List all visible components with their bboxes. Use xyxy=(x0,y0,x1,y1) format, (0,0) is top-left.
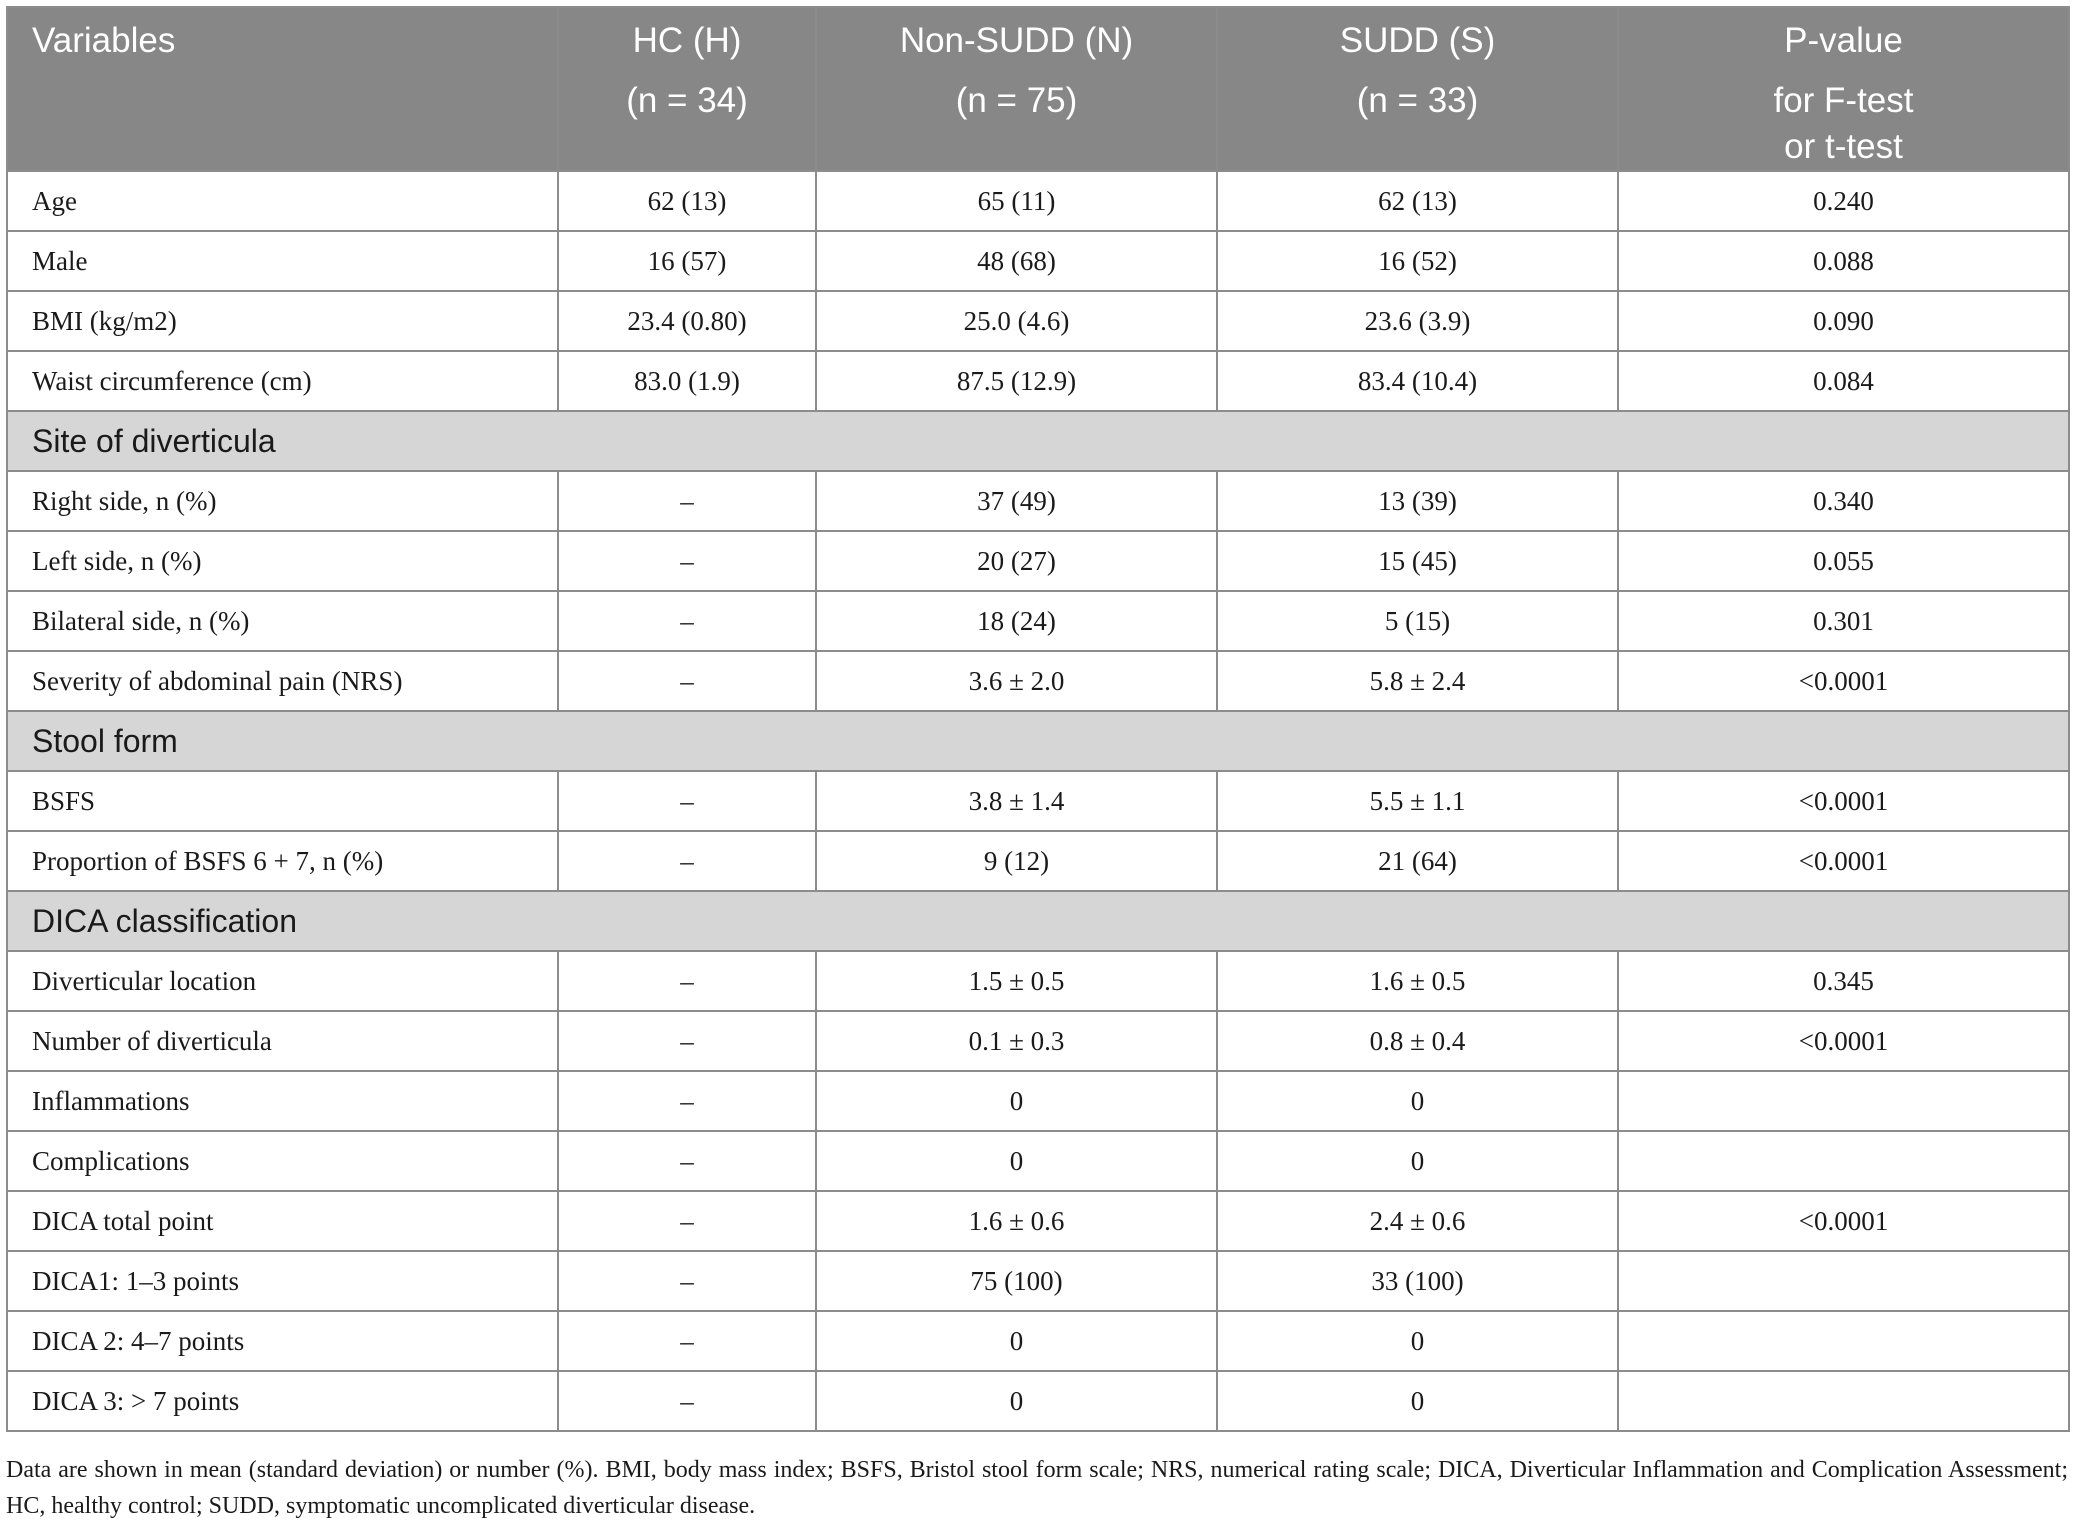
table-cell: 16 (57) xyxy=(558,231,816,291)
table-body xyxy=(7,171,2069,1431)
table-row xyxy=(7,1371,2069,1431)
table-cell: 20 (27) xyxy=(816,531,1217,591)
table-cell xyxy=(1618,1251,2069,1311)
section-label: Stool form xyxy=(7,711,2069,771)
table-cell: – xyxy=(558,1311,816,1371)
table-row xyxy=(7,831,2069,891)
table-cell: 48 (68) xyxy=(816,231,1217,291)
table-cell: 1.5 ± 0.5 xyxy=(816,951,1217,1011)
table-cell: 37 (49) xyxy=(816,471,1217,531)
table-cell: 0.084 xyxy=(1618,351,2069,411)
table-cell: 0.345 xyxy=(1618,951,2069,1011)
table-cell: 65 (11) xyxy=(816,171,1217,231)
header-line2: for F-test xyxy=(1773,81,1914,120)
table-cell: 62 (13) xyxy=(558,171,816,231)
header-line3: or t-test xyxy=(1784,127,1903,166)
table-cell: <0.0001 xyxy=(1618,1011,2069,1071)
table-row xyxy=(7,1251,2069,1311)
table-cell: 0 xyxy=(1217,1131,1618,1191)
table-cell: 87.5 (12.9) xyxy=(816,351,1217,411)
table-row xyxy=(7,1071,2069,1131)
table-cell: 3.6 ± 2.0 xyxy=(816,651,1217,711)
table-cell: 15 (45) xyxy=(1217,531,1618,591)
row-label: Left side, n (%) xyxy=(7,531,558,591)
table-cell: – xyxy=(558,1371,816,1431)
table-footnote: Data are shown in mean (standard deviation) or number (%). BMI, body mass index; BSFS, Bristol stool form scale; NRS, numerical rating scale; DICA, Diverticular Inflammation and Complication Assessment; HC, healthy control; SUDD, symptomatic uncomplicated diverticular disease. xyxy=(6,1457,2068,1519)
table-row xyxy=(7,231,2069,291)
table-cell: 9 (12) xyxy=(816,831,1217,891)
table-cell: 0.8 ± 0.4 xyxy=(1217,1011,1618,1071)
section-row xyxy=(7,411,2069,471)
row-label: Diverticular location xyxy=(7,951,558,1011)
table-cell xyxy=(1618,1371,2069,1431)
row-label: Complications xyxy=(7,1131,558,1191)
table-cell: 0 xyxy=(816,1131,1217,1191)
table-cell: 83.0 (1.9) xyxy=(558,351,816,411)
table-cell: <0.0001 xyxy=(1618,771,2069,831)
header-line1: Non-SUDD (N) xyxy=(899,21,1134,60)
table-cell: 18 (24) xyxy=(816,591,1217,651)
table-cell: – xyxy=(558,1191,816,1251)
table-cell: – xyxy=(558,1251,816,1311)
row-label: DICA 3: > 7 points xyxy=(7,1371,558,1431)
table-cell: 75 (100) xyxy=(816,1251,1217,1311)
table-cell: – xyxy=(558,771,816,831)
table-cell: 2.4 ± 0.6 xyxy=(1217,1191,1618,1251)
table-cell: – xyxy=(558,1011,816,1071)
row-label: DICA 2: 4–7 points xyxy=(7,1311,558,1371)
table-cell: – xyxy=(558,591,816,651)
row-label: Male xyxy=(7,231,558,291)
header-line1: Variables xyxy=(32,21,176,60)
header-p-value xyxy=(1618,7,2069,171)
data-table xyxy=(6,6,2070,1432)
table-cell: 0.088 xyxy=(1618,231,2069,291)
table-cell: 21 (64) xyxy=(1217,831,1618,891)
table-cell: 0.240 xyxy=(1618,171,2069,231)
table-cell: – xyxy=(558,1071,816,1131)
row-label: Waist circumference (cm) xyxy=(7,351,558,411)
table-cell: 0.301 xyxy=(1618,591,2069,651)
table-cell: – xyxy=(558,651,816,711)
section-row xyxy=(7,891,2069,951)
row-label: Bilateral side, n (%) xyxy=(7,591,558,651)
table-cell: 5 (15) xyxy=(1217,591,1618,651)
table-row xyxy=(7,771,2069,831)
table-cell: <0.0001 xyxy=(1618,651,2069,711)
header-line1: SUDD (S) xyxy=(1339,21,1496,60)
section-row xyxy=(7,711,2069,771)
row-label: Number of diverticula xyxy=(7,1011,558,1071)
table-cell: 0 xyxy=(1217,1311,1618,1371)
table-cell: 83.4 (10.4) xyxy=(1217,351,1618,411)
table-cell: 25.0 (4.6) xyxy=(816,291,1217,351)
table-row xyxy=(7,471,2069,531)
table-cell: 0.1 ± 0.3 xyxy=(816,1011,1217,1071)
table-row xyxy=(7,1011,2069,1071)
header-line1: HC (H) xyxy=(632,21,742,60)
row-label: Proportion of BSFS 6 + 7, n (%) xyxy=(7,831,558,891)
header-row xyxy=(7,7,2069,171)
header-hc xyxy=(558,7,816,171)
row-label: BMI (kg/m2) xyxy=(7,291,558,351)
table-cell: – xyxy=(558,1131,816,1191)
table-cell: 23.4 (0.80) xyxy=(558,291,816,351)
table-row xyxy=(7,531,2069,591)
table-cell xyxy=(1618,1071,2069,1131)
table-row xyxy=(7,591,2069,651)
row-label: Severity of abdominal pain (NRS) xyxy=(7,651,558,711)
table-cell: – xyxy=(558,831,816,891)
table-cell: 1.6 ± 0.5 xyxy=(1217,951,1618,1011)
table-row xyxy=(7,1191,2069,1251)
table-cell: 5.5 ± 1.1 xyxy=(1217,771,1618,831)
header-line2: (n = 33) xyxy=(1356,81,1479,120)
section-label: Site of diverticula xyxy=(7,411,2069,471)
table-row xyxy=(7,651,2069,711)
table-row xyxy=(7,291,2069,351)
table-cell: 0.055 xyxy=(1618,531,2069,591)
header-sudd xyxy=(1217,7,1618,171)
row-label: DICA1: 1–3 points xyxy=(7,1251,558,1311)
table-cell: 0.340 xyxy=(1618,471,2069,531)
row-label: Age xyxy=(7,171,558,231)
table-cell: 16 (52) xyxy=(1217,231,1618,291)
table-cell: 5.8 ± 2.4 xyxy=(1217,651,1618,711)
header-non-sudd xyxy=(816,7,1217,171)
table-cell: 0 xyxy=(816,1371,1217,1431)
table-row xyxy=(7,171,2069,231)
table-cell: 3.8 ± 1.4 xyxy=(816,771,1217,831)
row-label: Inflammations xyxy=(7,1071,558,1131)
table-cell: <0.0001 xyxy=(1618,831,2069,891)
table-row xyxy=(7,351,2069,411)
table-cell: 1.6 ± 0.6 xyxy=(816,1191,1217,1251)
table-row xyxy=(7,951,2069,1011)
table-cell: 0 xyxy=(1217,1071,1618,1131)
table-cell xyxy=(1618,1131,2069,1191)
row-label: BSFS xyxy=(7,771,558,831)
row-label: DICA total point xyxy=(7,1191,558,1251)
table-cell: 0 xyxy=(1217,1371,1618,1431)
header-line2: (n = 75) xyxy=(955,81,1078,120)
section-label: DICA classification xyxy=(7,891,2069,951)
table-cell xyxy=(1618,1311,2069,1371)
table-row xyxy=(7,1311,2069,1371)
table-cell: – xyxy=(558,471,816,531)
table-cell: – xyxy=(558,951,816,1011)
table-cell: 33 (100) xyxy=(1217,1251,1618,1311)
header-line1: P-value xyxy=(1784,21,1903,60)
table-cell: 13 (39) xyxy=(1217,471,1618,531)
table-row xyxy=(7,1131,2069,1191)
table-header xyxy=(7,7,2069,171)
table-cell: 62 (13) xyxy=(1217,171,1618,231)
table-cell: 0.090 xyxy=(1618,291,2069,351)
table-cell: 0 xyxy=(816,1311,1217,1371)
table-cell: <0.0001 xyxy=(1618,1191,2069,1251)
header-variables xyxy=(7,7,558,171)
header-line2: (n = 34) xyxy=(626,81,748,120)
table-cell: 23.6 (3.9) xyxy=(1217,291,1618,351)
table-cell: – xyxy=(558,531,816,591)
table-container xyxy=(6,6,2068,1432)
table-cell: 0 xyxy=(816,1071,1217,1131)
row-label: Right side, n (%) xyxy=(7,471,558,531)
